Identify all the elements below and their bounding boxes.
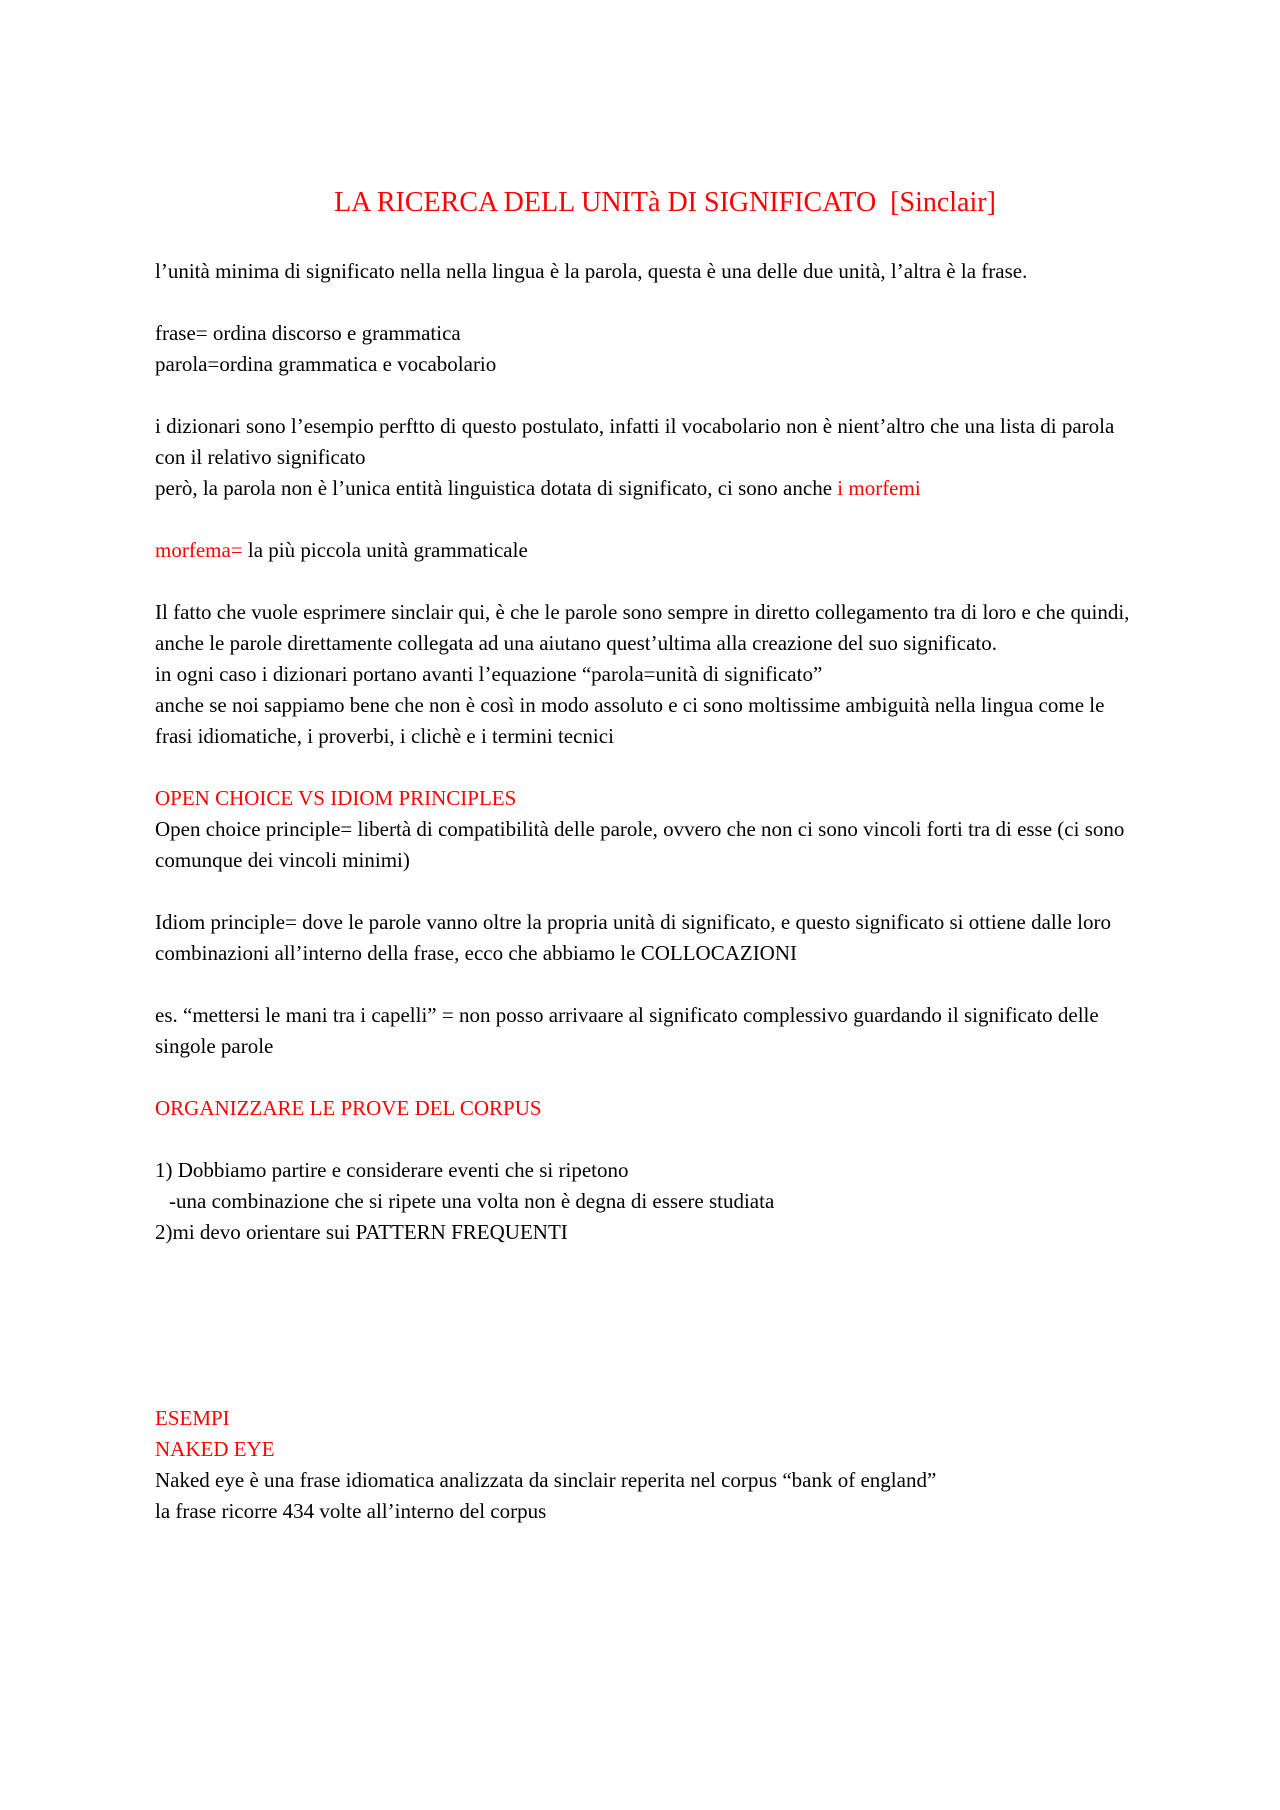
sinclair-paragraph: Il fatto che vuole esprimere sinclair qui, è che le parole sono sempre in diretto collegamento tra di loro e che quindi, anche le parole direttamente collegata ad una aiutano quest’ultima alla creazione del suo significato.	[155, 600, 1130, 655]
morfemi-highlight: i morfemi	[837, 476, 921, 500]
spacer	[155, 566, 1145, 597]
frase-definition: frase= ordina discorso e grammatica	[155, 321, 461, 345]
spacer	[155, 1248, 1145, 1403]
open-choice-paragraph: Open choice principle= libertà di compatibilità delle parole, ovvero che non ci sono vincoli forti tra di esse (ci sono comunque dei vincoli minimi)	[155, 817, 1125, 872]
morfemi-sentence-text: però, la parola non è l’unica entità linguistica dotata di significato, ci sono anche	[155, 476, 838, 500]
spacer	[155, 287, 1145, 318]
naked-eye-heading: NAKED EYE	[155, 1437, 275, 1461]
document-body	[155, 256, 1145, 1527]
ambiguity-sentence: anche se noi sappiamo bene che non è così in modo assoluto e ci sono moltissime ambiguità nella lingua come le frasi idiomatiche, i proverbi, i clichè e i termini tecnici	[155, 693, 1105, 748]
parola-definition: parola=ordina grammatica e vocabolario	[155, 352, 497, 376]
corpus-item-1: 1) Dobbiamo partire e considerare eventi che si ripetono	[155, 1158, 629, 1182]
spacer	[155, 876, 1145, 907]
corpus-item-1-sub: -una combinazione che si ripete una volta non è degna di essere studiata	[169, 1189, 775, 1213]
spacer	[155, 504, 1145, 535]
naked-eye-frequency: la frase ricorre 434 volte all’interno del corpus	[155, 1499, 547, 1523]
open-choice-heading: OPEN CHOICE VS IDIOM PRINCIPLES	[155, 786, 517, 810]
idiom-principle-paragraph: Idiom principle= dove le parole vanno oltre la propria unità di significato, e questo significato si ottiene dalle loro combinazioni all’interno della frase, ecco che abbiamo le COLLOCAZIONI	[155, 910, 1111, 965]
corpus-item-2: 2)mi devo orientare sui PATTERN FREQUENTI	[155, 1220, 568, 1244]
equation-sentence: in ogni caso i dizionari portano avanti l’equazione “parola=unità di significato”	[155, 662, 823, 686]
idiom-example-paragraph: es. “mettersi le mani tra i capelli” = non posso arrivaare al significato complessivo guardando il significato delle singole parole	[155, 1003, 1099, 1058]
intro-paragraph: l’unità minima di significato nella nella lingua è la parola, questa è una delle due unità, l’altra è la frase.	[155, 259, 1028, 283]
dictionaries-paragraph: i dizionari sono l’esempio perftto di questo postulato, infatti il vocabolario non è nient’altro che una lista di parola con il relativo significato	[155, 414, 1115, 469]
examples-heading: ESEMPI	[155, 1406, 230, 1430]
spacer	[155, 380, 1145, 411]
morfemi-sentence	[155, 473, 1145, 504]
morfema-definition	[155, 535, 1145, 566]
morfema-definition-text: la più piccola unità grammaticale	[242, 538, 528, 562]
spacer	[155, 969, 1145, 1000]
morfema-term: morfema=	[155, 538, 243, 562]
naked-eye-description: Naked eye è una frase idiomatica analizzata da sinclair reperita nel corpus “bank of england”	[155, 1468, 937, 1492]
spacer	[155, 1062, 1145, 1093]
corpus-heading: ORGANIZZARE LE PROVE DEL CORPUS	[155, 1096, 542, 1120]
spacer	[155, 1124, 1145, 1155]
document-title: LA RICERCA DELL UNITà DI SIGNIFICATO [Sinclair]	[334, 187, 996, 218]
spacer	[155, 752, 1145, 783]
